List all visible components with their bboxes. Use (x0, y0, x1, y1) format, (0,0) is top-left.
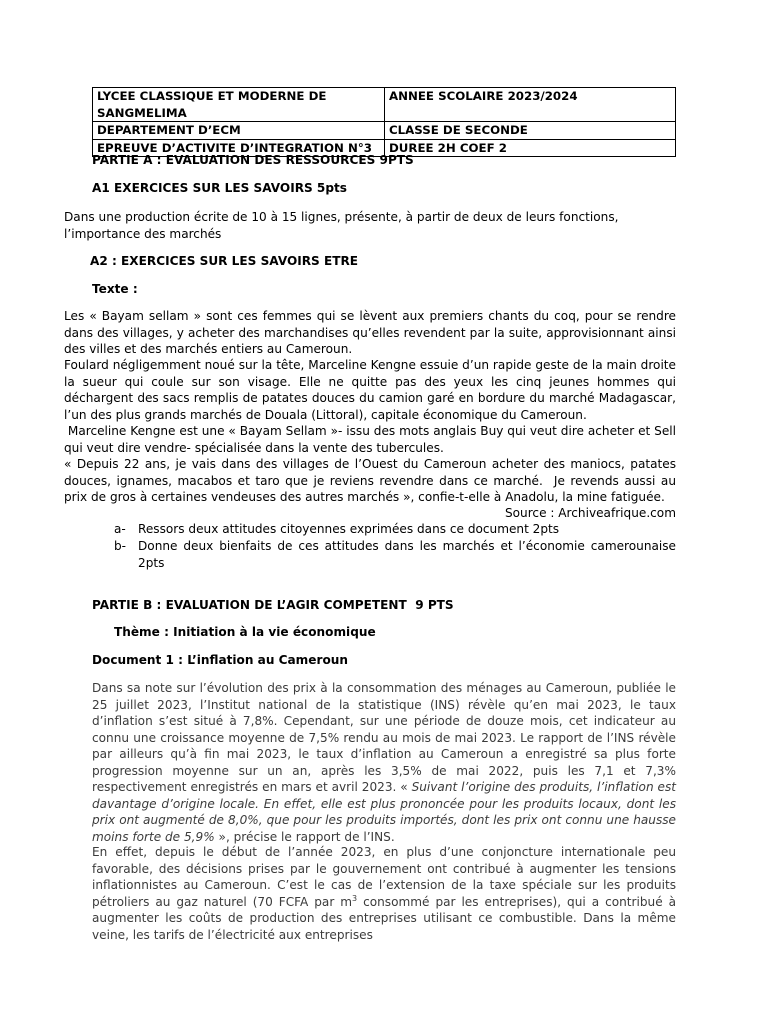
doc1-p1-end: », précise le rapport de l’INS. (214, 829, 395, 844)
theme-line: Thème : Initiation à la vie économique (114, 625, 376, 639)
partie-b-title: PARTIE B : EVALUATION DE L’AGIR COMPETENT 9 PTS (92, 598, 454, 612)
question-a-marker: a- (114, 522, 126, 536)
header-table (92, 87, 676, 157)
a1-title: A1 EXERCICES SUR LES SAVOIRS 5pts (92, 181, 347, 195)
doc1-p2-sup: 3 (352, 893, 358, 903)
doc1-p1-normal: Dans sa note sur l’évolution des prix à la consommation des ménages au Cameroun, publiée le 25 juillet 2023, l’Institut national de la statistique (INS) révèle qu’en mai 2023, le taux d’inflation s’est situé à 7,8%. Cependant, sur une période de douze mois, cet indicateur au connu une croissance moyenne de 7,5% rendu au mois de mai 2023. Le rapport de l’INS révèle par ailleurs qu’à fin mai 2023, le taux d’inflation au Cameroun a enregistré sa plus forte progression moyenne sur un an, après les 3,5% de mai 2022, puis les 7,1 et 7,3% respectivement enregistrés en mars et avril 2023. « (92, 681, 676, 794)
question-b-marker: b- (114, 539, 127, 553)
document-1-paragraph-1 (92, 680, 676, 845)
text-paragraph-3: Marceline Kengne est une « Bayam Sellam »- issu des mots anglais Buy qui veut dire acheter et Sell qui veut dire vendre- spécialisée dans la vente des tubercules. (64, 424, 680, 455)
doc1-p2-end: consommé par les entreprises), qui a contribué à augmenter les coûts de production des entreprises utilisant ce combustible. Dans la même veine, les tarifs de l’électricité aux entreprises (92, 894, 677, 942)
text-paragraph-1: Les « Bayam sellam » sont ces femmes qui se lèvent aux premiers chants du coq, pour se rendre dans des villages, y acheter des marchandises qu’elles revendent par la suite, approvisionnant ainsi des villes et des marchés entiers au Cameroun. (64, 309, 676, 356)
exam-duration: DUREE 2H COEF 2 (385, 139, 676, 157)
doc1-p2-start: En effet, depuis le début de l’année 2023, en plus d’une conjoncture internationale peu favorable, des décisions prises par le gouvernement ont contribué à augmenter les tensions inflationnistes au Cameroun. C’est le cas de l’extension de la taxe spéciale sur les produits pétroliers au gaz naturel (70 FCFA par m (92, 845, 676, 909)
doc1-p1-italic: Suivant l’origine des produits, l’inflation est davantage d’origine locale. En effet, elle est plus prononcée pour les produits locaux, dont les prix ont augmenté de 8,0%, que pour les produits importés, dont les prix ont connu une hausse moins forte de 5,9% (92, 780, 676, 844)
text-paragraph-4: « Depuis 22 ans, je vais dans des villages de l’Ouest du Cameroun acheter des maniocs, patates douces, ignames, macabos et taro que je reviens revendre dans ce marché. Je revends aussi au prix de gros à certaines vendeuses des autres marchés », confie-t-elle à Anadolu, la mine fatiguée. (64, 457, 680, 504)
source-line: Source : Archiveafrique.com (504, 506, 676, 520)
partie-a-title: PARTIE A : EVALUATION DES RESSOURCES 9PTS (92, 153, 414, 167)
class-level: CLASSE DE SECONDE (385, 122, 676, 140)
department: DEPARTEMENT D’ECM (93, 122, 385, 140)
text-paragraph-2: Foulard négligemment noué sur la tête, Marceline Kengne essuie d’un rapide geste de la main droite la sueur qui coule sur son visage. Elle ne quitte pas des yeux les cinq jeunes hommes qui déchargent des sacs remplis de patates douces du camion garé en bordure du marché Madagascar, l’un des plus grands marchés de Douala (Littoral), capitale économique du Cameroun. (64, 358, 676, 422)
question-b-text: Donne deux bienfaits de ces attitudes dans les marchés et l’économie camerounaise 2pts (138, 539, 676, 570)
document-1-title: Document 1 : L’inflation au Cameroun (92, 653, 348, 667)
question-a-text: Ressors deux attitudes citoyennes exprimées dans ce document 2pts (138, 522, 560, 536)
texte-label: Texte : (92, 282, 138, 296)
document-1-paragraph-2 (92, 844, 676, 943)
school-name: LYCEE CLASSIQUE ET MODERNE DE SANGMELIMA (93, 88, 385, 122)
exam-title: EPREUVE D’ACTIVITE D’INTEGRATION N°3 (93, 139, 385, 157)
a2-title: A2 : EXERCICES SUR LES SAVOIRS ETRE (90, 254, 359, 268)
a1-question: Dans une production écrite de 10 à 15 lignes, présente, à partir de deux de leurs fonctions, l’importance des marchés (64, 210, 619, 241)
school-year: ANNEE SCOLAIRE 2023/2024 (385, 88, 676, 122)
